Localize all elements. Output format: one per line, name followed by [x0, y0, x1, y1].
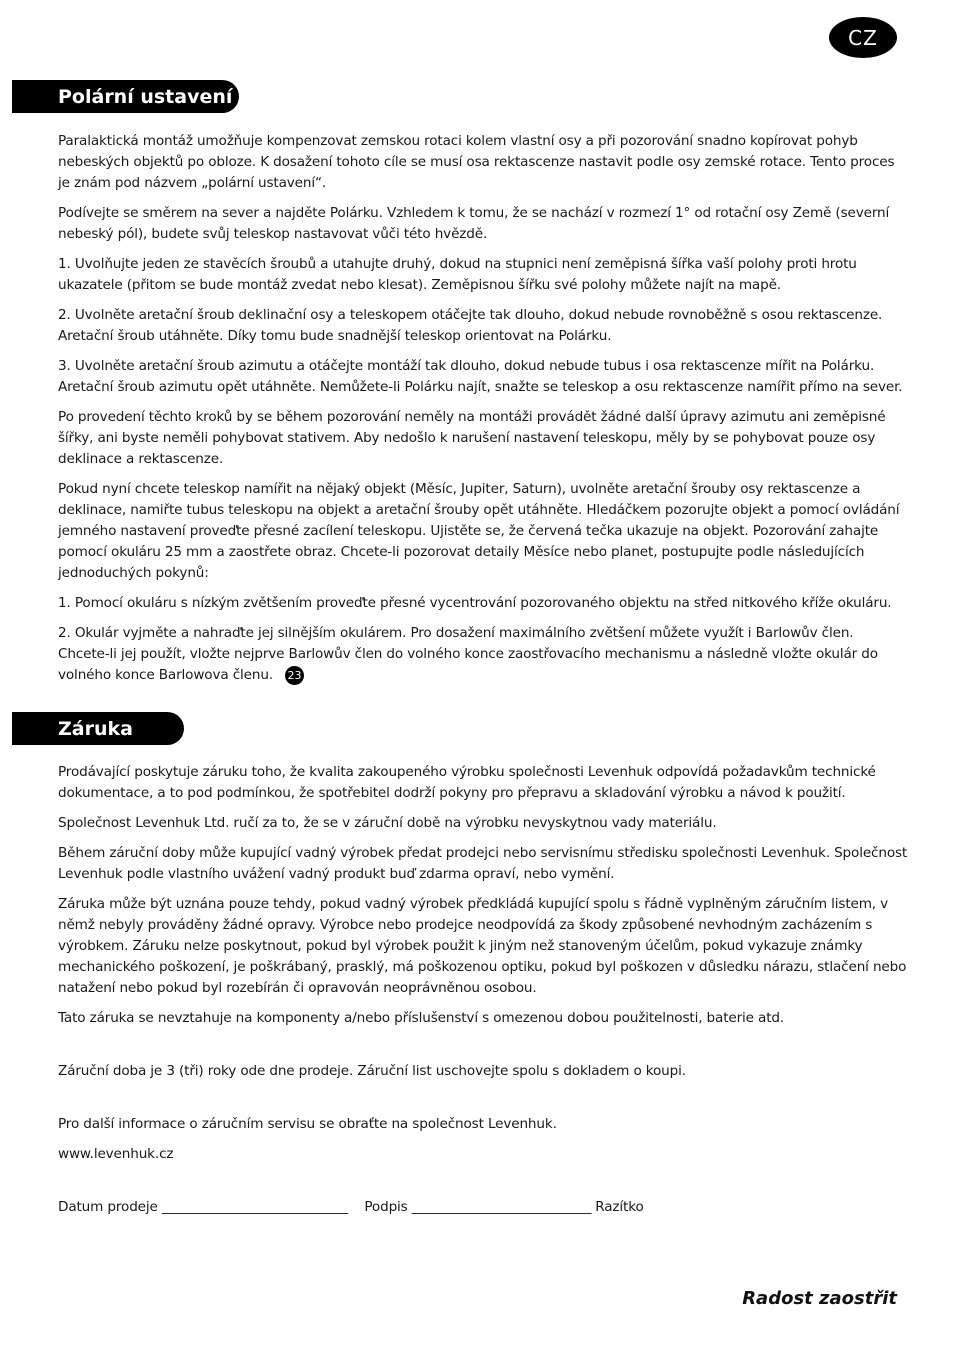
- paragraph: Prodávající poskytuje záruku toho, že kvalita zakoupeného výrobku společnosti Levenhuk odpovídá požadavkům technické dokumentace, a to pod podmínkou, že spotřebitel dodrží pokyny pro přepravu a skladování výrobku a návod k použití.: [58, 764, 876, 801]
- paragraph: 1. Pomocí okuláru s nízkým zvětšením proveďte přesné vycentrování pozorovaného objektu na střed nitkového kříže okuláru.: [58, 595, 892, 611]
- signature-field: Podpis ___________________________: [364, 1199, 592, 1215]
- language-badge: CZ: [829, 17, 897, 58]
- paragraph: 1. Uvolňujte jeden ze stavěcích šroubů a utahujte druhý, dokud na stupnici není zeměpisná šířka vaší polohy proti hrotu ukazatele (přitom se bude montáž zvedat nebo klesat). Zeměpisnou šířku své polohy můžete najít na mapě.: [58, 256, 857, 293]
- paragraph: Pokud nyní chcete teleskop namířit na nějaký objekt (Měsíc, Jupiter, Saturn), uvolněte aretační šrouby osy rektascenze a deklinace, namiřte tubus teleskopu na objekt a aretační šrouby opět utáhněte. Hledáčkem pozorujte objekt a pomocí ovládání jemného nastavení proveďte přesné zacílení teleskopu. Ujistěte se, že červená tečka ukazuje na objekt. Pozorování zahajte pomocí okuláru 25 mm a zaostřete obraz. Chcete-li pozorovat detaily Měsíce nebo planet, postupujte podle následujících jednoduchých pokynů:: [58, 481, 900, 581]
- figure-reference-badge: 23: [285, 666, 304, 685]
- polar-alignment-content: [58, 131, 908, 695]
- paragraph: 3. Uvolněte aretační šroub azimutu a otáčejte montáží tak dlouho, dokud nebude tubus i osa rektascenze mířit na Polárku. Aretační šroub azimutu opět utáhněte. Nemůžete-li Polárku najít, snažte se teleskop a osu rektascenze namířit přímo na sever.: [58, 358, 903, 395]
- paragraph: Po provedení těchto kroků by se během pozorování neměly na montáži provádět žádné další úpravy azimutu ani zeměpisné šířky, ani byste neměli pohybovat stativem. Aby nedošlo k narušení nastavení teleskopu, měly by se pohybovat pouze osy deklinace a rektascenze.: [58, 409, 886, 467]
- section-title-polar-alignment: Polární ustavení: [12, 80, 239, 113]
- sale-date-field: Datum prodeje ____________________________: [58, 1199, 349, 1215]
- stamp-label: Razítko: [595, 1199, 644, 1215]
- website-link[interactable]: www.levenhuk.cz: [58, 1146, 174, 1162]
- warranty-contact: Pro další informace o záručním servisu se obraťte na společnost Levenhuk.: [58, 1116, 557, 1132]
- paragraph: 2. Uvolněte aretační šroub deklinační osy a teleskopem otáčejte tak dlouho, dokud nebude rovnoběžně s osou rektascenze. Aretační šroub utáhněte. Díky tomu bude snadnější teleskop orientovat na Polárku.: [58, 307, 883, 344]
- signature-row: [58, 1197, 908, 1218]
- paragraph: Záruka může být uznána pouze tehdy, pokud vadný výrobek předkládá kupující spolu s řádně vyplněným záručním listem, v němž nebyly prováděny žádné opravy. Výrobce nebo prodejce neodpovídá za škody způsobené nevhodným zacházením s výrobkem. Záruku nelze poskytnout, pokud byl výrobek použit k jiným než stanoveným účelům, pokud vykazuje známky mechanického poškození, je poškrábaný, prasklý, má poškozenou optiku, pokud byl poškozen v důsledku nárazu, stlačení nebo natažení nebo pokud byl rozebírán či opravován neoprávněnou osobou.: [58, 896, 907, 996]
- paragraph: Společnost Levenhuk Ltd. ručí za to, že se v záruční době na výrobku nevyskytnou vady materiálu.: [58, 815, 717, 831]
- paragraph: Tato záruka se nevztahuje na komponenty a/nebo příslušenství s omezenou dobou použitelnosti, baterie atd.: [58, 1010, 785, 1026]
- paragraph: Podívejte se směrem na sever a najděte Polárku. Vzhledem k tomu, že se nachází v rozmezí 1° od rotační osy Země (severní nebeský pól), budete svůj teleskop nastavovat vůči této hvězdě.: [58, 205, 890, 242]
- warranty-period: Záruční doba je 3 (tři) roky ode dne prodeje. Záruční list uschovejte spolu s dokladem o koupi.: [58, 1063, 686, 1079]
- section-title-warranty: Záruka: [12, 712, 184, 745]
- paragraph: Paralaktická montáž umožňuje kompenzovat zemskou rotaci kolem vlastní osy a při pozorování snadno kopírovat pohyb nebeských objektů po obloze. K dosažení tohoto cíle se musí osa rektascenze nastavit podle osy zemské rotace. Tento proces je znám pod názvem „polární ustavení“.: [58, 133, 895, 191]
- paragraph-text: 2. Okulár vyjměte a nahraďte jej silnějším okulárem. Pro dosažení maximálního zvětšení můžete využít i Barlowův člen. Chcete-li jej použít, vložte nejprve Barlowův člen do volného konce zaostřovacího mechanismu a následně vložte okulár do volného konce Barlowova členu.: [58, 625, 878, 683]
- paragraph: [58, 623, 908, 686]
- warranty-content: [58, 762, 908, 1218]
- paragraph: Během záruční doby může kupující vadný výrobek předat prodejci nebo servisnímu středisku společnosti Levenhuk. Společnost Levenhuk podle vlastního uvážení vadný produkt buď zdarma opraví, nebo vymění.: [58, 845, 908, 882]
- brand-tagline: Radost zaostřit: [742, 1288, 897, 1309]
